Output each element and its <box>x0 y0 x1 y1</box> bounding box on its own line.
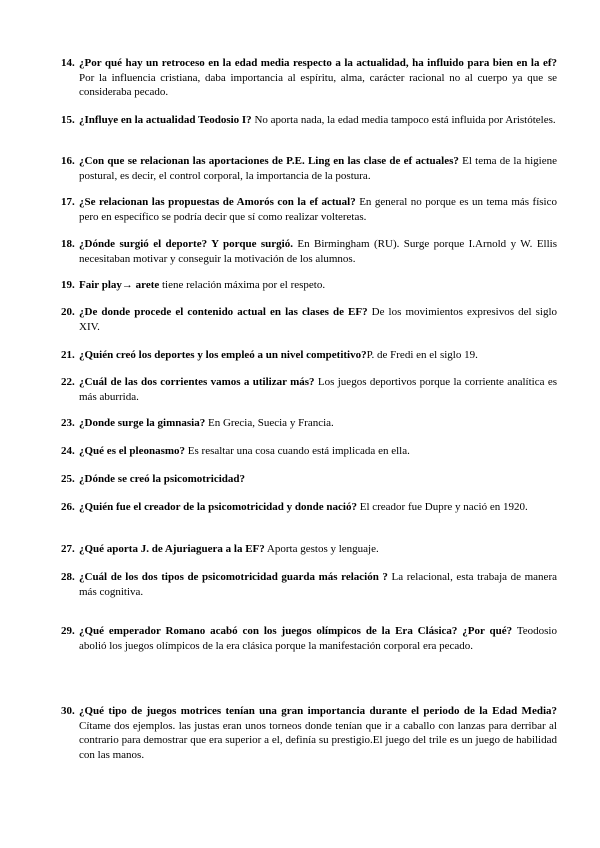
answer-text: La relacional, esta trabaja de manera más cognitiva. <box>79 571 557 598</box>
question-text: Fair play→ arete <box>79 279 160 291</box>
answer-text: P. de Fredi en el siglo 19. <box>366 349 478 361</box>
answer-text: Los juegos deportivos porque la corriente analítica es más aburrida. <box>79 376 557 403</box>
question-28 <box>61 570 557 599</box>
question-20 <box>61 305 557 334</box>
question-text: ¿Influye en la actualidad Teodosio I? <box>79 114 252 126</box>
question-text: ¿Qué aporta J. de Ajuriaguera a la EF? <box>79 543 265 555</box>
question-number: 29. <box>61 625 75 637</box>
question-text: ¿Cuál de los dos tipos de psicomotricidad guarda más relación ? <box>79 571 388 583</box>
question-text: ¿Qué es el pleonasmo? <box>79 445 186 457</box>
question-number: 23. <box>61 417 75 429</box>
question-text: ¿Se relacionan las propuestas de Amorós con la ef actual? <box>79 196 356 208</box>
answer-text: Por la influencia cristiana, daba importancia al espíritu, alma, carácter racional no al cuerpo ya que se consideraba pecado. <box>79 71 557 98</box>
question-text: ¿Cuál de las dos corrientes vamos a utilizar más? <box>79 376 315 388</box>
question-17 <box>61 195 557 224</box>
answer-text: No aporta nada, la edad media tampoco está influida por Aristóteles. <box>251 114 556 126</box>
question-text: ¿Dónde surgió el deporte? Y porque surgió. <box>79 238 293 250</box>
answer-text: De los movimientos expresivos del siglo XIV. <box>79 306 557 333</box>
answer-text: Cítame dos ejemplos. las justas eran unos torneos donde tenían que ir a caballo con lanzas para derribar al contrario para demostrar que era superior a el, definía su prestigio.El juego del trile es un juego de habilidad con las manos. <box>79 719 557 761</box>
question-text: ¿Donde surge la gimnasia? <box>79 417 206 429</box>
question-24 <box>61 444 557 459</box>
question-text: ¿Quién fue el creador de la psicomotricidad y donde nació? <box>79 501 357 513</box>
question-number: 17. <box>61 196 75 208</box>
question-number: 14. <box>61 57 75 69</box>
question-number: 20. <box>61 306 75 318</box>
question-text: ¿Quién creó los deportes y los empleó a un nivel competitivo? <box>79 349 367 361</box>
answer-text: tiene relación máxima por el respeto. <box>159 279 326 291</box>
answer-text: Es resaltar una cosa cuando está implicada en ella. <box>185 445 410 457</box>
question-number: 26. <box>61 501 75 513</box>
question-number: 22. <box>61 376 75 388</box>
question-25 <box>61 472 557 487</box>
answer-text: Aporta gestos y lenguaje. <box>264 543 379 555</box>
answer-text: En Grecia, Suecia y Francia. <box>205 417 334 429</box>
question-text: ¿Con que se relacionan las aportaciones de P.E. Ling en las clase de ef actuales? <box>79 155 459 167</box>
question-23 <box>61 416 557 431</box>
question-number: 30. <box>61 705 75 717</box>
question-22 <box>61 375 557 404</box>
question-text: ¿Por qué hay un retroceso en la edad media respecto a la actualidad, ha influido para bien en la ef? <box>79 57 557 69</box>
question-18 <box>61 237 557 266</box>
question-number: 28. <box>61 571 75 583</box>
question-29 <box>61 624 557 653</box>
question-number: 27. <box>61 543 75 555</box>
answer-text: En general no porque es un tema más físico pero en específico se podría decir que sí como realizar volteretas. <box>79 196 557 223</box>
question-text: ¿Qué emperador Romano acabó con los juegos olímpicos de la Era Clásica? ¿Por qué? <box>79 625 513 637</box>
question-26 <box>61 500 557 515</box>
question-number: 15. <box>61 114 75 126</box>
question-19 <box>61 278 557 293</box>
question-number: 25. <box>61 473 75 485</box>
question-16 <box>61 154 557 183</box>
answer-text: Teodosio abolió los juegos olímpicos de la era clásica porque la manifestación corporal era pecado. <box>79 625 557 652</box>
question-text: ¿Qué tipo de juegos motrices tenían una gran importancia durante el periodo de la Edad Media? <box>79 705 557 717</box>
question-number: 24. <box>61 445 75 457</box>
question-number: 16. <box>61 155 75 167</box>
answer-text: El creador fue Dupre y nació en 1920. <box>356 501 528 513</box>
question-15 <box>61 113 557 128</box>
question-number: 19. <box>61 279 75 291</box>
answer-text: En Birmingham (RU). Surge porque I.Arnold y W. Ellis necesitaban motivar y conseguir la motivación de los alumnos. <box>79 238 557 265</box>
answer-text: El tema de la higiene postural, es decir, el control corporal, la importancia de la postura. <box>79 155 558 182</box>
question-text: ¿Dónde se creó la psicomotricidad? <box>79 473 246 485</box>
question-text: ¿De donde procede el contenido actual en las clases de EF? <box>79 306 368 318</box>
question-30 <box>61 704 557 762</box>
question-21 <box>61 348 557 363</box>
question-14 <box>61 56 557 100</box>
question-27 <box>61 542 557 557</box>
question-number: 18. <box>61 238 75 250</box>
question-number: 21. <box>61 349 75 361</box>
